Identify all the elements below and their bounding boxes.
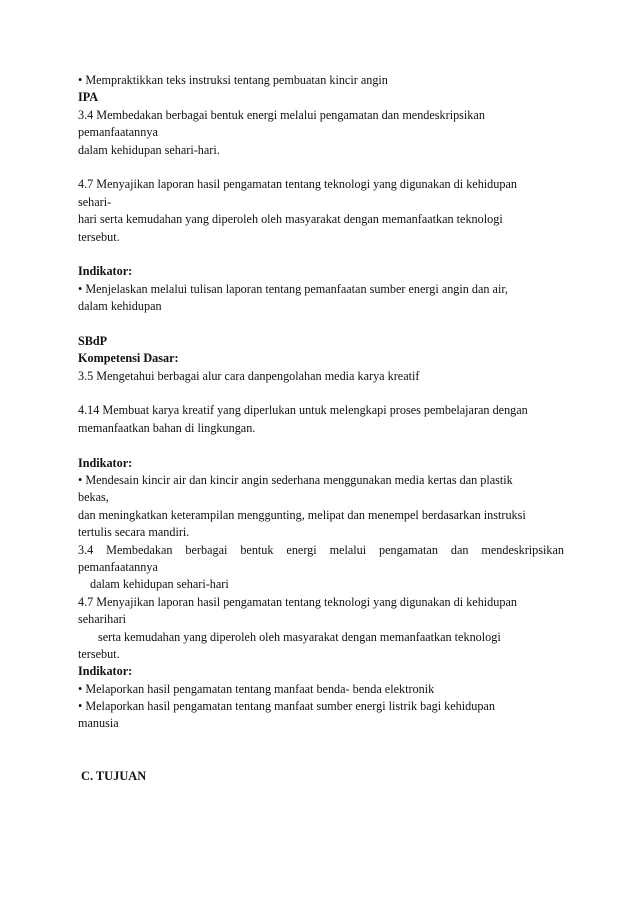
kd-4-7-line-2: sehari- — [78, 194, 112, 209]
kd-4-7-repeat-line-1: 4.7 Menyajikan laporan hasil pengamatan tentang teknologi yang digunakan di kehidupan — [78, 594, 517, 609]
kd-3-4-justified-line — [78, 542, 564, 559]
justified-word: berbagai — [185, 542, 228, 557]
indikator-ipa-repeat-line-1: • Melaporkan hasil pengamatan tentang manfaat benda- benda elektronik — [78, 681, 435, 696]
section-heading-tujuan: C. TUJUAN — [81, 768, 147, 783]
justified-word: melalui — [329, 542, 367, 557]
indikator-sbdp-line-3: dan meningkatkan keterampilan menggunting, melipat dan menempel berdasarkan instruksi — [78, 507, 526, 522]
indikator-ipa-repeat-line-3: manusia — [78, 716, 119, 731]
kd-4-7-line-4: tersebut. — [78, 229, 120, 244]
spacer — [78, 159, 568, 176]
kd-3-5-line: 3.5 Mengetahui berbagai alur cara danpengolahan media karya kreatif — [78, 368, 420, 383]
kd-4-7-repeat-line-3: serta kemudahan yang diperoleh oleh masyarakat dengan memanfaatkan teknologi — [98, 629, 501, 644]
justified-word: Membedakan — [106, 542, 173, 557]
spacer — [78, 246, 568, 263]
spacer — [78, 437, 568, 454]
kd-4-7-line-3: hari serta kemudahan yang diperoleh oleh masyarakat dengan memanfaatkan teknologi — [78, 212, 503, 227]
indikator-heading: Indikator: — [78, 664, 133, 679]
bullet-instruction-text: • Mempraktikkan teks instruksi tentang pembuatan kincir angin — [78, 73, 388, 87]
subject-heading-ipa: IPA — [78, 90, 99, 105]
kompetensi-dasar-heading: Kompetensi Dasar: — [78, 351, 179, 366]
kd-3-4-line-1: 3.4 Membedakan berbagai bentuk energi melalui pengamatan dan mendeskripsikan — [78, 107, 485, 122]
kd-4-7-repeat-line-2: seharihari — [78, 612, 127, 627]
indikator-heading: Indikator: — [78, 264, 133, 279]
justified-word: dan — [450, 542, 469, 557]
kd-4-7-repeat-line-4: tersebut. — [78, 646, 120, 661]
justified-word: pengamatan — [379, 542, 438, 557]
spacer — [78, 385, 568, 402]
kd-4-7-line-1: 4.7 Menyajikan laporan hasil pengamatan tentang teknologi yang digunakan di kehidupan — [78, 177, 517, 192]
kd-3-4-repeat-line-3: dalam kehidupan sehari-hari — [90, 577, 229, 592]
justified-word: bentuk — [240, 542, 274, 557]
indikator-sbdp-line-2: bekas, — [78, 490, 109, 505]
indikator-ipa-repeat-line-2: • Melaporkan hasil pengamatan tentang manfaat sumber energi listrik bagi kehidupan — [78, 699, 495, 714]
kd-4-14-line-1: 4.14 Membuat karya kreatif yang diperlukan untuk melengkapi proses pembelajaran dengan — [78, 403, 528, 418]
kd-3-4-line-3: dalam kehidupan sehari-hari. — [78, 142, 220, 157]
kd-4-14-line-2: memanfaatkan bahan di lingkungan. — [78, 420, 256, 435]
justified-word: energi — [286, 542, 317, 557]
indikator-sbdp-line-4: tertulis secara mandiri. — [78, 525, 190, 540]
indikator-ipa-line-2: dalam kehidupan — [78, 299, 162, 314]
spacer — [78, 315, 568, 332]
justified-word: 3.4 — [78, 542, 94, 557]
subject-heading-sbdp: SBdP — [78, 333, 108, 348]
spacer — [78, 733, 568, 750]
spacer — [78, 750, 568, 767]
kd-3-4-repeat-line-2: pemanfaatannya — [78, 559, 158, 574]
document-page — [78, 72, 568, 785]
indikator-sbdp-line-1: • Mendesain kincir air dan kincir angin sederhana menggunakan media kertas dan plastik — [78, 472, 513, 487]
indikator-heading: Indikator: — [78, 455, 133, 470]
kd-3-4-line-2: pemanfaatannya — [78, 125, 158, 140]
justified-word: mendeskripsikan — [481, 542, 564, 557]
indikator-ipa-line-1: • Menjelaskan melalui tulisan laporan tentang pemanfaatan sumber energi angin dan air, — [78, 281, 508, 296]
